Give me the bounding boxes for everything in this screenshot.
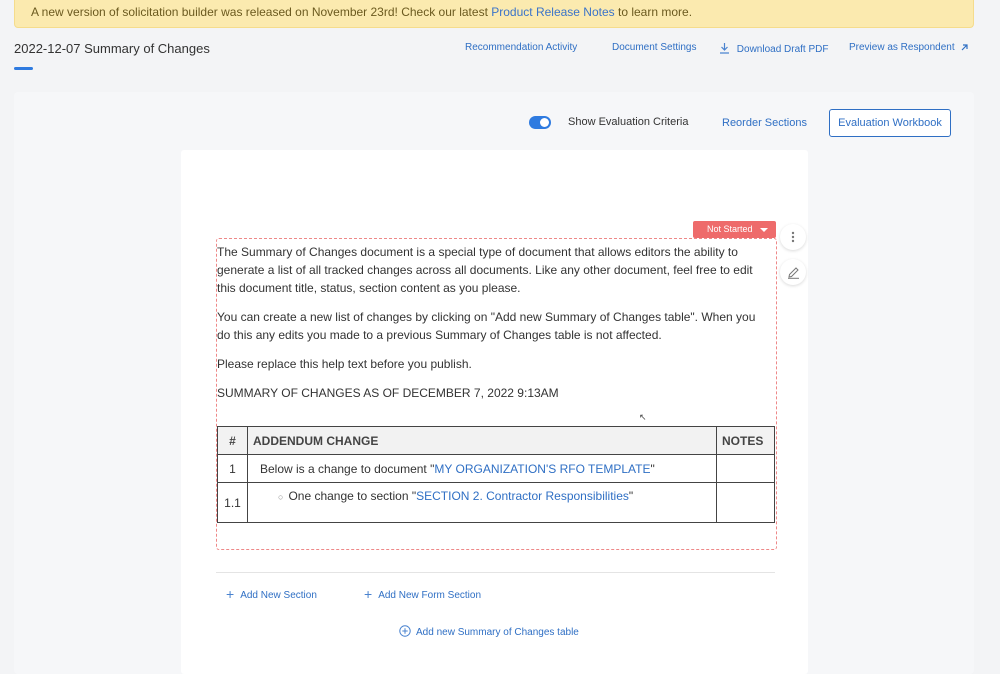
change-cell xyxy=(248,483,717,523)
change-text-end: " xyxy=(650,461,655,476)
caret-down-icon xyxy=(760,228,768,232)
plus-icon: + xyxy=(364,586,373,602)
active-tab-indicator xyxy=(14,67,33,70)
table-row xyxy=(218,455,775,483)
help-paragraph-3: Please replace this help text before you publish. xyxy=(217,357,472,371)
bullet-icon: ○ xyxy=(278,492,284,502)
notes-cell[interactable] xyxy=(717,483,775,523)
add-summary-table-label: Add new Summary of Changes table xyxy=(416,627,579,638)
plus-icon: + xyxy=(226,586,235,602)
page-title: 2022-12-07 Summary of Changes xyxy=(14,41,210,56)
banner-text: A new version of solicitation builder was released on November 23rd! Check our latest xyxy=(31,5,492,19)
more-options-button[interactable] xyxy=(780,224,806,250)
status-dropdown[interactable] xyxy=(693,221,776,238)
reorder-sections-link[interactable]: Reorder Sections xyxy=(722,117,807,129)
recommendation-activity-link[interactable]: Recommendation Activity xyxy=(465,42,578,53)
status-label: Not Started xyxy=(707,224,753,234)
row-number: 1 xyxy=(218,455,248,483)
document-settings-link[interactable]: Document Settings xyxy=(612,42,697,53)
table-header-row xyxy=(218,427,775,455)
section-content xyxy=(217,243,772,413)
mouse-cursor-icon: ↖ xyxy=(639,412,647,422)
pencil-icon xyxy=(787,266,800,279)
change-text-end: " xyxy=(628,489,634,503)
summary-of-changes-table xyxy=(217,426,775,523)
help-paragraph-2: You can create a new list of changes by clicking on "Add new Summary of Changes table". When you do this any edits you made to a previous Summary of Changes table is not affected. xyxy=(217,310,756,342)
release-banner xyxy=(14,0,974,28)
summary-heading: SUMMARY OF CHANGES AS OF DECEMBER 7, 2022 9:13AM xyxy=(217,386,559,400)
row-number: 1.1 xyxy=(218,483,248,523)
banner-text-end: to learn more. xyxy=(614,5,693,19)
release-notes-link[interactable]: Product Release Notes xyxy=(491,5,615,19)
add-section-label: Add New Section xyxy=(240,590,317,601)
download-label: Download Draft PDF xyxy=(736,44,829,55)
column-header-number: # xyxy=(218,427,248,455)
evaluation-workbook-button[interactable]: Evaluation Workbook xyxy=(829,109,951,137)
show-evaluation-criteria-toggle[interactable] xyxy=(529,116,551,129)
download-icon xyxy=(719,42,730,54)
change-cell xyxy=(248,455,717,483)
download-draft-pdf-link[interactable] xyxy=(719,42,828,55)
preview-label: Preview as Respondent xyxy=(849,42,955,53)
change-text: Below is a change to document " xyxy=(260,461,435,476)
divider xyxy=(216,572,775,573)
help-paragraph-1: The Summary of Changes document is a special type of document that allows editors the ability to generate a list of all tracked changes across all documents. Like any other document, feel free to edit this document title, status, section content as you please. xyxy=(217,245,753,295)
column-header-addendum-change: ADDENDUM CHANGE xyxy=(248,427,717,455)
preview-as-respondent-link[interactable] xyxy=(849,42,969,53)
table-row xyxy=(218,483,775,523)
more-vertical-icon xyxy=(791,231,795,243)
add-new-section-button[interactable] xyxy=(226,586,317,602)
document-link[interactable]: MY ORGANIZATION'S RFO TEMPLATE xyxy=(434,461,651,476)
document-header xyxy=(0,28,1000,78)
add-summary-table-button[interactable] xyxy=(399,625,579,638)
plus-circle-icon xyxy=(399,625,411,637)
column-header-notes: NOTES xyxy=(717,427,775,455)
section-link[interactable]: SECTION 2. Contractor Responsibilities xyxy=(416,489,629,503)
change-text: One change to section " xyxy=(288,489,417,503)
add-form-section-label: Add New Form Section xyxy=(378,590,482,601)
edit-section-button[interactable] xyxy=(780,259,806,285)
external-link-icon xyxy=(960,43,969,52)
add-new-form-section-button[interactable] xyxy=(364,586,481,602)
notes-cell[interactable] xyxy=(717,455,775,483)
toggle-label: Show Evaluation Criteria xyxy=(568,116,689,128)
